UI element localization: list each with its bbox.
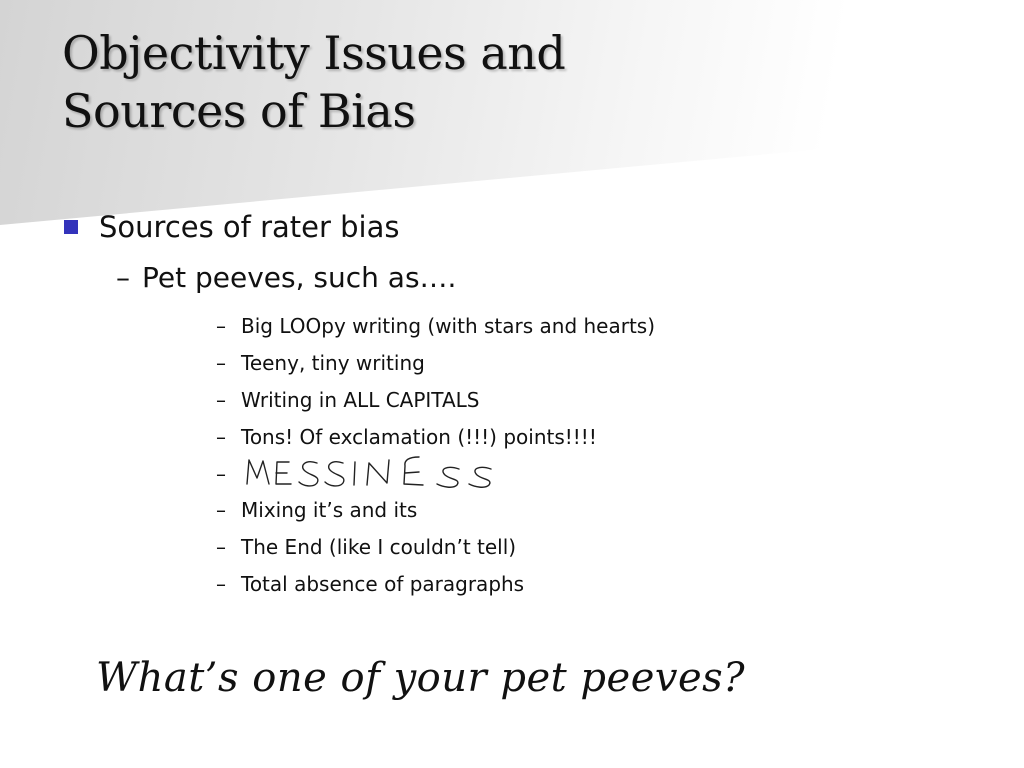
bullet-l1-text: Sources of rater bias <box>99 210 400 244</box>
dash-icon: – <box>216 424 226 449</box>
dash-icon: – <box>216 571 226 596</box>
handwritten-messiness-image <box>239 454 499 494</box>
list-item <box>216 382 655 419</box>
dash-icon: – <box>216 461 226 486</box>
dash-icon: – <box>216 314 226 339</box>
dash-icon: – <box>216 351 226 376</box>
list-item-messiness <box>216 455 655 492</box>
pet-peeve-question: What’s one of your pet peeves? <box>96 655 746 701</box>
list-item-text: Writing in ALL CAPITALS <box>241 387 480 412</box>
slide-title <box>62 24 565 140</box>
dash-icon: – <box>216 387 226 412</box>
bullet-sources-of-rater-bias <box>64 210 400 244</box>
list-item-text: Big LOOpy writing (with stars and hearts) <box>241 314 656 339</box>
list-item-text: Tons! Of exclamation (!!!) points!!!! <box>241 424 597 449</box>
bullet-l2-text: Pet peeves, such as…. <box>142 261 457 294</box>
slide-title-line-1: Objectivity Issues and <box>62 26 566 80</box>
bullet-pet-peeves <box>116 261 456 294</box>
dash-icon: – <box>216 535 226 560</box>
list-item-text: Mixing it’s and its <box>241 498 418 523</box>
list-item <box>216 418 655 455</box>
square-bullet-icon <box>64 220 78 234</box>
list-item <box>216 529 655 566</box>
list-item <box>216 308 655 345</box>
list-item <box>216 566 655 603</box>
list-item-text: The End (like I couldn’t tell) <box>241 535 517 560</box>
list-item-text: Teeny, tiny writing <box>241 351 425 376</box>
slide-title-line-2: Sources of Bias <box>62 84 416 138</box>
list-item <box>216 345 655 382</box>
list-item-text: Total absence of paragraphs <box>241 571 525 596</box>
list-item <box>216 492 655 529</box>
dash-icon: – <box>116 261 130 294</box>
dash-icon: – <box>216 498 226 523</box>
pet-peeves-list <box>216 308 655 602</box>
